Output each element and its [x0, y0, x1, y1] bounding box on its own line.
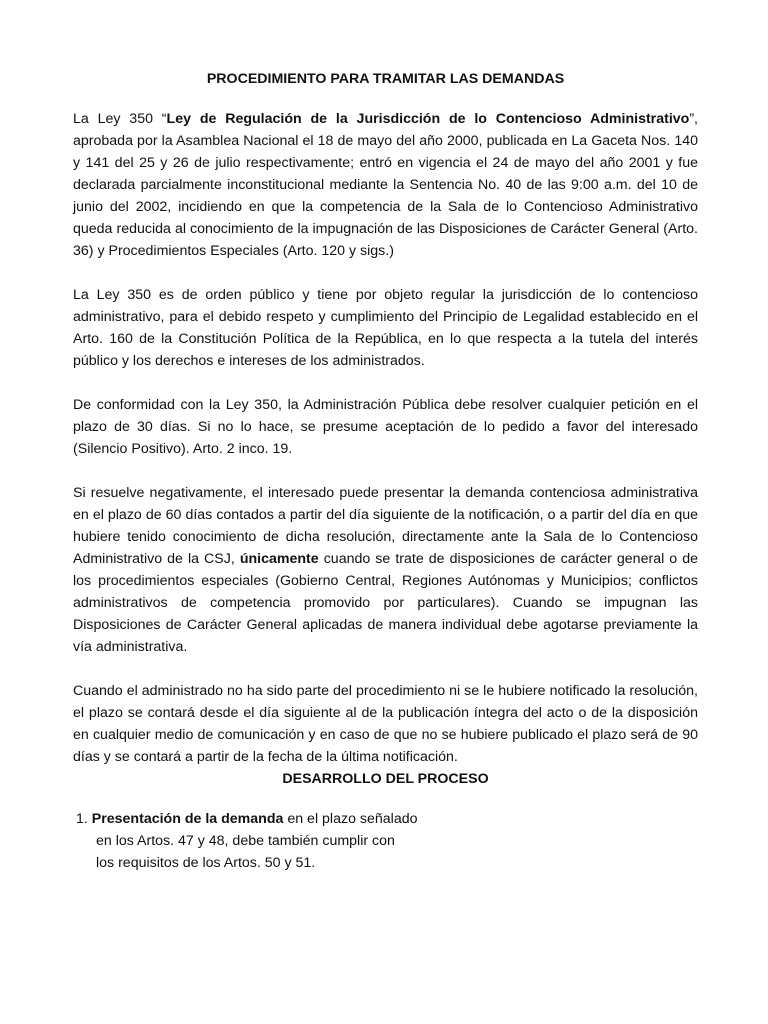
list-item-line: en los Artos. 47 y 48, debe también cumplir con — [96, 833, 395, 849]
list-item-line: los requisitos de los Artos. 50 y 51. — [96, 855, 316, 871]
list-item-presentacion-demanda — [76, 808, 456, 874]
law-name-bold: Ley de Regulación de la Jurisdicción de lo Contencioso Administrativo — [166, 111, 690, 127]
paragraph-resolucion-negativa — [73, 482, 698, 658]
document-title: PROCEDIMIENTO PARA TRAMITAR LAS DEMANDAS — [206, 71, 565, 87]
paragraph-plazo-notificacion: Cuando el administrado no ha sido parte del procedimiento ni se le hubiere notificado la resolución, el plazo se contará desde el día siguiente al de la publicación íntegra del acto o de la disposición en cualquier medio de comunicación y en caso de que no se hubiere publicado el plazo será de 90 días y se contará a partir de la fecha de la última notificación. — [73, 683, 698, 765]
list-item-text: en el plazo señalado — [283, 811, 418, 827]
paragraph-text: cuando se trate de disposiciones de carácter general o de los procedimientos especiales (Gobierno Central, Regiones Autónomas y Municipios; conflictos administrativos de competencia promovido por particulares). Cuando se impugnan las Disposiciones de Carácter General aplicadas de manera individual debe agotarse previamente la vía administrativa. — [73, 551, 698, 655]
list-item-bold-label: Presentación de la demanda — [91, 811, 284, 827]
list-number: 1. — [76, 811, 92, 827]
paragraph-ley-350-intro — [73, 108, 698, 262]
paragraph-silencio-positivo: De conformidad con la Ley 350, la Administración Pública debe resolver cualquier petición en el plazo de 30 días. Si no lo hace, se presume aceptación de lo pedido a favor del interesado (Silencio Positivo). Arto. 2 inco. 19. — [73, 397, 698, 457]
emphasis-bold: únicamente — [239, 551, 319, 567]
paragraph-orden-publico: La Ley 350 es de orden público y tiene por objeto regular la jurisdicción de lo contencioso administrativo, para el debido respeto y cumplimiento del Principio de Legalidad establecido en el Arto. 160 de la Constitución Política de la República, en lo que respecta a la tutela del interés público y los derechos e intereses de los administrados. — [73, 287, 698, 369]
paragraph-text: La Ley 350 “ — [73, 111, 167, 127]
section-subtitle: DESARROLLO DEL PROCESO — [282, 771, 489, 787]
paragraph-text: Si resuelve negativamente, el interesado puede presentar la demanda contenciosa administrativa en el plazo de 60 días contados a partir del día siguiente de la notificación, o a partir del día en que hubiere tenido conocimiento de dicha resolución, directamente ante la Sala de lo Contencioso Administrativo de la CSJ, — [73, 485, 698, 567]
paragraph-text: ”, aprobada por la Asamblea Nacional el 18 de mayo del año 2000, publicada en La Gaceta Nos. 140 y 141 del 25 y 26 de julio respectivamente; entró en vigencia el 24 de mayo del año 2001 y fue declarada parcialmente inconstitucional mediante la Sentencia No. 40 de las 9:00 a.m. del 10 de junio del 2002, incidiendo en que la competencia de la Sala de lo Contencioso Administrativo queda reducida al conocimiento de la impugnación de las Disposiciones de Carácter General (Arto. 36) y Procedimientos Especiales (Arto. 120 y sigs.) — [73, 111, 698, 259]
